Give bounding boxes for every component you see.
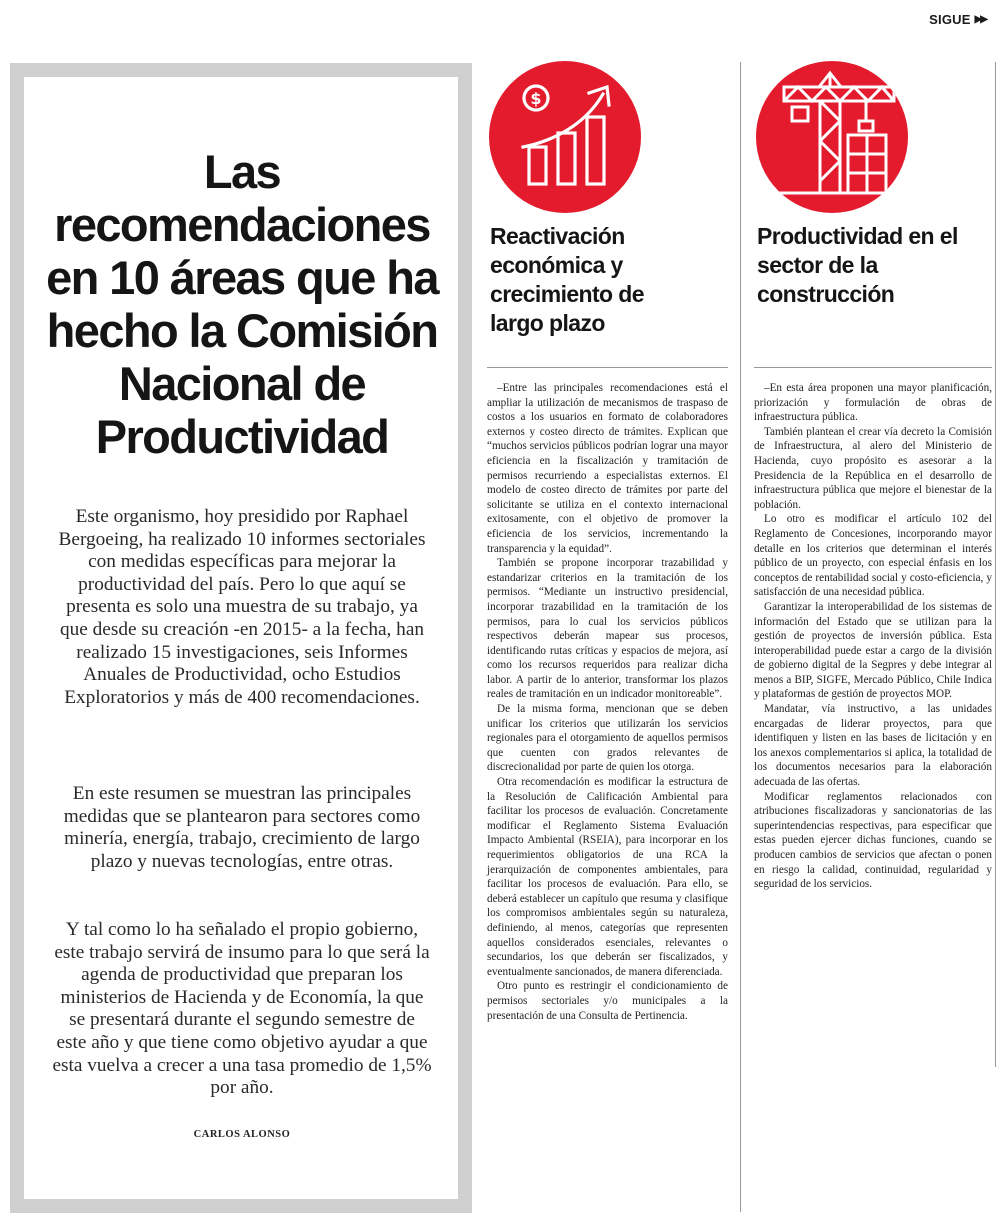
headline-line: en 10 áreas que ha <box>46 251 438 304</box>
growth-chart-icon <box>489 61 641 213</box>
body-paragraph: Garantizar la interoperabilidad de los sistemas de información del Estado que se utilizan para la gestión de proyectos de inversión pública. Esta interoperabilidad puede estar a cargo de la división de gobierno digital de la Segpres y debe integrar al menos a BIP, SIGFE, Mercado Público, Chile Indica y plataformas de gestión de proyectos MOP. <box>754 600 992 701</box>
section-title-line: crecimiento de <box>490 281 644 307</box>
section-rule <box>754 367 992 368</box>
section-title-line: Reactivación <box>490 223 625 249</box>
intro-paragraph: Y tal como lo ha señalado el propio gobierno, este trabajo servirá de insumo para lo que será la agenda de productividad que preparan los ministerios de Hacienda y de Economía, la que se presentará durante el segundo semestre de este año y que tiene como objetivo ayudar a que esta vuelva a crecer a una tasa promedio de 1,5% por año. <box>52 919 432 1099</box>
body-paragraph: También se propone incorporar trazabilidad y estandarizar criterios en la tramitación de los permisos. “Mediante un instructivo presidencial, incorporar trazabilidad en la tramitación de los permisos, para lo cual los servicios públicos respectivos deberán mapear sus procesos, identificando rutas críticas y espacios de mejora, así como los recursos requeridos para realizar dicha labor. A partir de lo anterior, transformar los plazos reales de tramitación en un indicador monitoreable”. <box>487 557 728 701</box>
section-title-line: Productividad en el <box>757 223 958 249</box>
column-divider <box>995 62 996 1067</box>
body-paragraph: –En esta área proponen una mayor planificación, priorización y formulación de obras de infraestructura pública. <box>754 382 992 424</box>
section-title-line: construcción <box>757 281 895 307</box>
body-paragraph: Mandatar, vía instructivo, a las unidades encargadas de liderar proyectos, para que identifiquen y listen en las bases de licitación y en los anexos complementarios si aplica, la totalidad de los documentos necesarios para la elaboración adecuada de las ofertas. <box>754 703 992 789</box>
section-title-reactivation <box>490 222 720 338</box>
column-divider <box>740 62 741 1212</box>
body-paragraph: Otra recomendación es modificar la estructura de la Resolución de Calificación Ambiental para facilitar los procesos de evaluación. Concretamente modificar el Reglamento Sistema Evaluación Impacto Ambiental (RSEIA), para incorporar en los requerimientos obligatorios de una RCA la jerarquización de componentes ambientales, para facilitar los procesos de evaluación. Para ello, se deberá establecer un capítulo que resuma y clasifique los compromisos ambientales según su naturaleza, definiendo, al menos, categorías que representen aquellos considerados esenciales, relevantes o secundarios, los que deberán ser fiscalizados, y eventualmente sancionados, de manera diferenciada. <box>487 776 728 978</box>
svg-text:$: $ <box>530 89 542 108</box>
body-paragraph: También plantean el crear vía decreto la Comisión de Infraestructura, al alero del Ministerio de Hacienda, cuyo propósito es asesorar a la Presidencia de la República en el desarrollo de infraestructura pública que mejore el bienestar de la población. <box>754 425 992 511</box>
body-paragraph: Otro punto es restringir el condicionamiento de permisos sectoriales y/o municipales a la presentación de una Consulta de Pertinencia. <box>487 980 728 1022</box>
intro-paragraph: En este resumen se muestran las principales medidas que se plantearon para sectores como minería, energía, trabajo, crecimiento de largo plazo y nuevas tecnologías, entre otras. <box>63 783 421 872</box>
section-body-reactivation <box>487 381 728 1023</box>
continue-label: SIGUE <box>929 12 971 27</box>
headline-line: Nacional de <box>118 357 366 410</box>
headline <box>38 145 446 463</box>
intro-box <box>10 63 472 1213</box>
headline-line: Las <box>203 145 281 198</box>
section-title-construction <box>757 222 987 309</box>
section-body-construction <box>754 381 992 892</box>
intro-paragraph: Este organismo, hoy presidido por Raphael Bergoeing, ha realizado 10 informes sectoriales con medidas específicas para mejorar la productividad del país. Pero lo que aquí se presenta es solo una muestra de su trabajo, ya que desde su creación -en 2015- a la fecha, han realizado 15 investigaciones, seis Informes Anuales de Productividad, ocho Estudios Exploratorios y más de 400 recomendaciones. <box>58 506 426 708</box>
construction-crane-icon <box>756 61 908 213</box>
byline: CARLOS ALONSO <box>193 1129 291 1140</box>
continue-arrows-icon: ▶▶ <box>974 14 986 25</box>
headline-line: recomendaciones <box>54 198 430 251</box>
continue-marker <box>929 12 986 27</box>
body-paragraph: Modificar reglamentos relacionados con atribuciones fiscalizadoras y sancionatorias de las superintendencias respectivas, para especificar que estas pueden ejercer dichas funciones, cuando se producen cambios de servicios que afectan o ponen en riesgo la calidad, continuidad, regularidad y seguridad de los servicios. <box>754 790 992 891</box>
section-rule <box>487 367 728 368</box>
body-paragraph: Lo otro es modificar el artículo 102 del Reglamento de Concesiones, incorporando mayor detalle en los criterios que determinan el interés público de un proyecto, con especial énfasis en los conceptos de rentabilidad social y costo-eficiencia, y satisfacción de una necesidad pública. <box>754 513 992 599</box>
headline-line: hecho la Comisión <box>46 304 438 357</box>
section-title-line: largo plazo <box>490 310 605 336</box>
body-paragraph: De la misma forma, mencionan que se deben unificar los criterios que utilizarán los servicios regionales para el otorgamiento de aquellos permisos que cuenten con grados relevantes de discrecionalidad por parte de quien los otorga. <box>487 703 728 774</box>
section-title-line: sector de la <box>757 252 878 278</box>
headline-line: Productividad <box>95 410 389 463</box>
body-paragraph: –Entre las principales recomendaciones está el ampliar la utilización de mecanismos de traspaso de costos a los usuarios en formato de colaboradores externos y costeo directo de trámites. Explican que “muchos servicios públicos podrían lograr una mayor eficiencia en la fiscalización y tramitación de permisos recurriendo a especialistas externos. El modelo de costeo directo de trámites por parte del solicitante se utiliza en el contexto internacional exitosamente, con el objetivo de promover la eficiencia de los servicios, incrementando la transparencia y la equidad”. <box>487 382 728 555</box>
section-title-line: económica y <box>490 252 623 278</box>
